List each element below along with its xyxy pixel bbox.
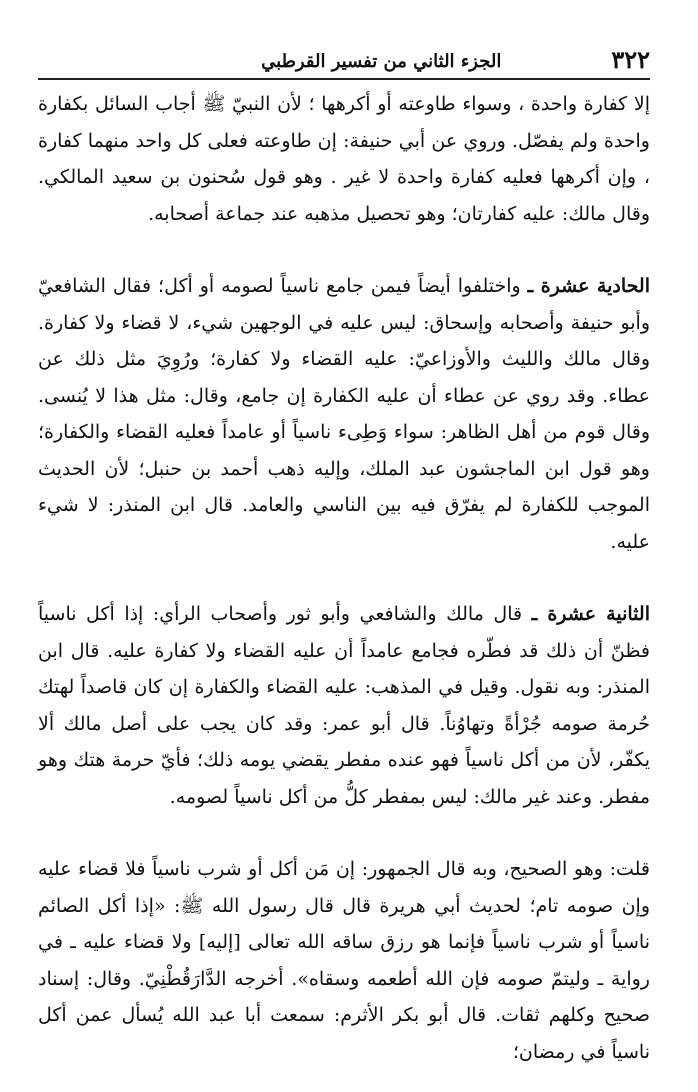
paragraph <box>38 851 650 1070</box>
paragraph-text: قال مالك والشافعي وأبو ثور وأصحاب الرأي: إذا أكل ناسياً فظنّ أن ذلك قد فطّره فجامع عامداً أن عليه القضاء ولا كفارة عليه. قال ابن المنذر: وبه نقول. وقيل في المذهب: عليه القضاء والكفارة إن كان قاصداً لهتك حُرمة صومه جُرْأةً وتهاوُناً. قال أبو عمر: وقد كان يجب على أصل مالك ألا يكفّر، لأن من أكل ناسياً فهو عنده مفطر يقضي يومه ذلك؛ فأيّ حرمة هتك وهو مفطر. وعند غير مالك: ليس بمفطر كلُّ من أكل ناسياً لصومه. <box>38 603 650 808</box>
body-text <box>38 86 650 1070</box>
paragraph-gap <box>38 815 650 851</box>
paragraph-text: إلا كفارة واحدة ، وسواء طاوعته أو أكرهها ؛ لأن النبيّ ﷺ أجاب السائل بكفارة واحدة ولم يفصّل. وروي عن أبي حنيفة: إن طاوعته فعلى كل واحد منهما كفارة ، وإن أكرهها فعليه كفارة واحدة لا غير . وهو قول سُحنون بن سعيد المالكي. وقال مالك: عليه كفارتان؛ وهو تحصيل مذهبه عند جماعة أصحابه. <box>38 93 650 225</box>
paragraph-gap <box>38 560 650 596</box>
paragraph-gap <box>38 232 650 268</box>
section-heading: الحادية عشرة ـ <box>527 275 650 297</box>
running-title: الجزء الثاني من تفسير القرطبي <box>261 51 502 72</box>
paragraph <box>38 268 650 560</box>
paragraph-text: واختلفوا أيضاً فيمن جامع ناسياً لصومه أو أكل؛ فقال الشافعيّ وأبو حنيفة وأصحابه وإسحاق: ليس عليه في الوجهين شيء، لا قضاء ولا كفارة. وقال مالك والليث والأوزاعيّ: عليه القضاء ولا كفارة؛ ورُوِيَ مثل ذلك عن عطاء. وقد روي عن عطاء أن عليه الكفارة إن جامع، وقال: مثل هذا لا يُنسى. وقال قوم من أهل الظاهر: سواء وَطِىء ناسياً أو عامداً فعليه القضاء والكفارة؛ وهو قول ابن الماجشون عبد الملك، وإليه ذهب أحمد بن حنبل؛ لأن الحديث الموجب للكفارة لم يفرّق فيه بين الناسي والعامد. قال ابن المنذر: لا شيء عليه. <box>38 275 650 553</box>
section-heading: الثانية عشرة ـ <box>531 603 650 625</box>
page-header <box>38 40 650 80</box>
paragraph <box>38 596 650 815</box>
paragraph-text: قلت: وهو الصحيح، وبه قال الجمهور: إن مَن أكل أو شرب ناسياً فلا قضاء عليه وإن صومه تام؛ لحديث أبي هريرة قال قال رسول الله ﷺ: «إذا أكل الصائم ناسياً أو شرب ناسياً فإنما هو رزق ساقه الله تعالى [إليه] ولا قضاء عليه ـ في رواية ـ وليتمّ صومه فإن الله أطعمه وسقاه». أخرجه الدَّارَقُطْنِيّ. وقال: إسناد صحيح وكلهم ثقات. قال أبو بكر الأثرم: سمعت أبا عبد الله يُسأل عمن أكل ناسياً في رمضان؛ <box>38 858 650 1063</box>
paragraph <box>38 86 650 232</box>
page-number: ٣٢٢ <box>611 45 650 74</box>
